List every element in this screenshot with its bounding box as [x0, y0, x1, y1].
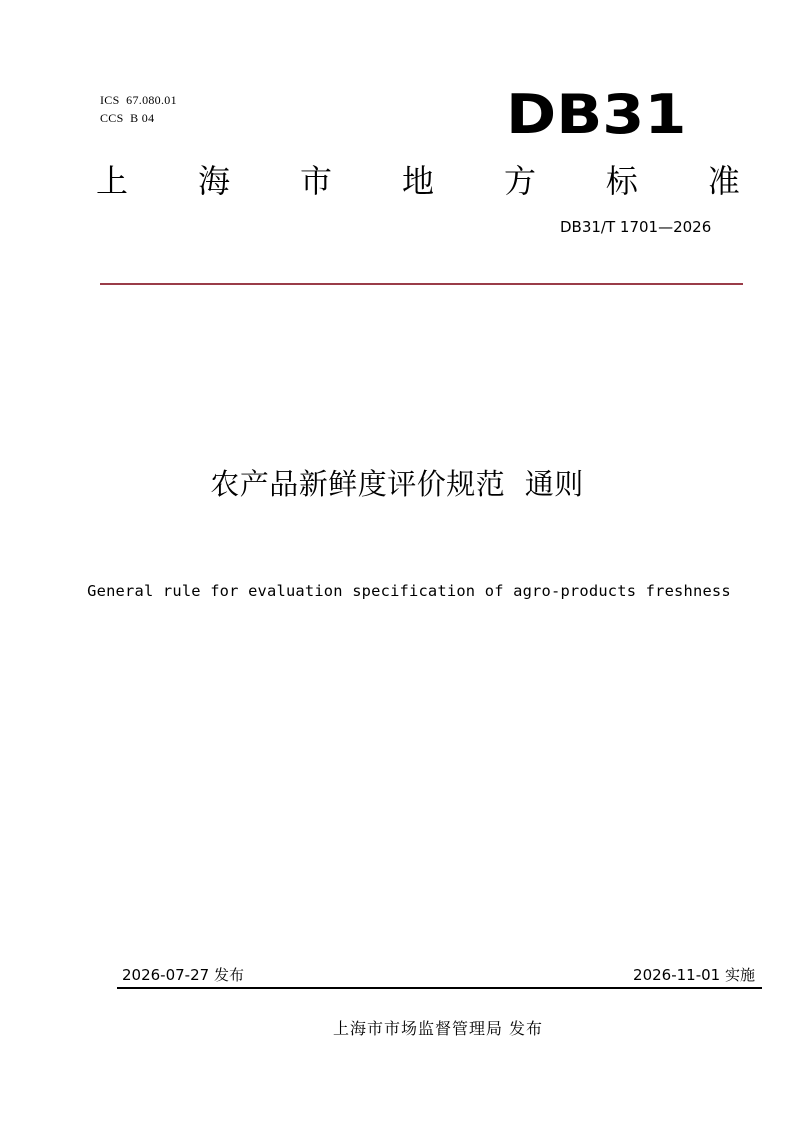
- implement-date: 2026-11-01 实施: [633, 966, 755, 984]
- issuing-authority: 上海市市场监督管理局 发布: [332, 1019, 544, 1038]
- document-title-english: General rule for evaluation specification of agro-products freshness: [87, 582, 731, 600]
- standard-type-heading: [96, 160, 740, 202]
- ics-code: ICS 67.080.01: [100, 93, 177, 107]
- standard-type-char: 准: [707, 162, 740, 200]
- top-divider: [100, 283, 743, 285]
- standard-type-char: 海: [197, 162, 230, 200]
- bottom-divider: [117, 987, 762, 989]
- document-title-chinese: 农产品新鲜度评价规范 通则: [210, 467, 584, 501]
- standard-type-char: 标: [605, 162, 638, 200]
- standard-type-char: 上: [96, 162, 129, 200]
- publish-date: 2026-07-27 发布: [122, 966, 244, 984]
- standard-number: DB31/T 1701—2026: [560, 218, 712, 236]
- standard-type-char: 方: [503, 162, 536, 200]
- standard-type-char: 地: [401, 162, 434, 200]
- db31-logo: DB31: [506, 83, 687, 146]
- standard-type-char: 市: [299, 162, 332, 200]
- ccs-code: CCS B 04: [100, 111, 155, 125]
